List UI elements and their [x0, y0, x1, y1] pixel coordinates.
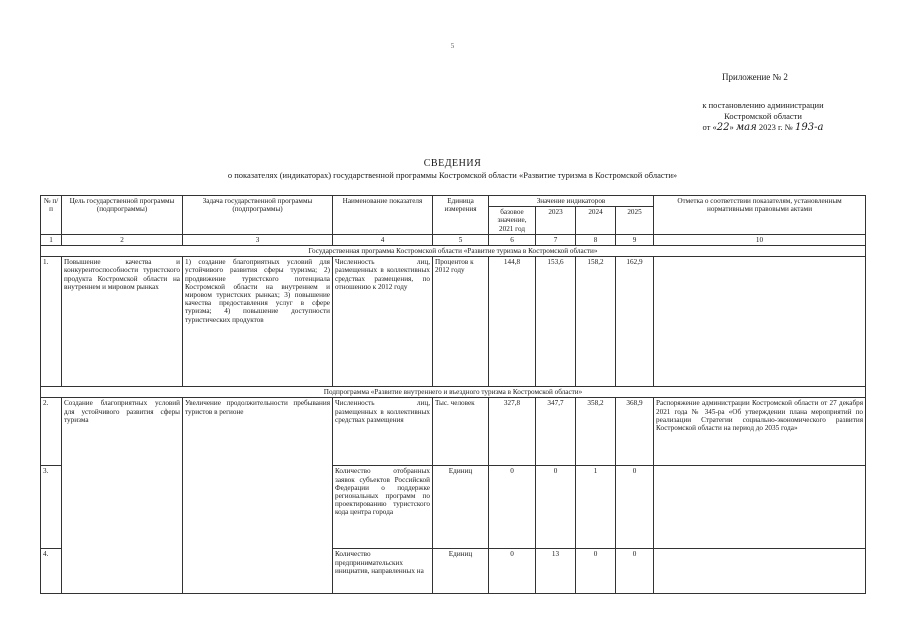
order-number: 193-а — [795, 122, 824, 133]
order-reference — [683, 100, 843, 133]
order-prefix: от « — [702, 122, 717, 132]
row-2023: 0 — [536, 466, 576, 549]
row-2024: 358,2 — [576, 398, 616, 466]
col-number: 2 — [62, 234, 183, 245]
appendix-label: Приложение № 2 — [722, 72, 788, 82]
document-subtitle: о показателях (индикаторах) государственной программы Костромской области «Развитие туризма в Костромской области» — [227, 170, 678, 180]
header-2023: 2023 — [536, 207, 576, 235]
col-number: 9 — [616, 234, 654, 245]
row-note — [654, 466, 866, 549]
table-row — [41, 398, 866, 466]
page-number: 5 — [450, 42, 455, 50]
row-2024: 1 — [576, 466, 616, 549]
col-number: 8 — [576, 234, 616, 245]
col-number: 5 — [433, 234, 489, 245]
row-num: 3. — [41, 466, 62, 549]
order-line2: Костромской области — [724, 111, 802, 121]
col-number: 7 — [536, 234, 576, 245]
header-row-1 — [41, 196, 866, 207]
col-number: 3 — [183, 234, 333, 245]
row-task: Увеличение продолжительности пребывания туристов в регионе — [183, 398, 333, 594]
row-2023: 153,6 — [536, 257, 576, 387]
section-title: Государственная программа Костромской области «Развитие туризма в Костромской области» — [41, 246, 866, 257]
row-2025: 162,9 — [616, 257, 654, 387]
order-line1: к постановлению администрации — [702, 100, 824, 110]
row-indicator: Численность лиц, размещенных в коллективных средствах размещения — [333, 398, 433, 466]
table-row — [41, 257, 866, 387]
row-note: Распоряжение администрации Костромской области от 27 декабря 2021 года № 345-ра «Об утверждении плана мероприятий по реализации Стратегии социально-экономического развития Костромской области на период до 2035 года» — [654, 398, 866, 466]
row-unit: Тыс. человек — [433, 398, 489, 466]
row-base: 327,8 — [489, 398, 536, 466]
header-goal: Цель государственной программы (подпрограммы) — [62, 196, 183, 235]
row-unit: Единиц — [433, 466, 489, 549]
row-2025: 0 — [616, 466, 654, 549]
row-base: 0 — [489, 466, 536, 549]
row-unit: Единиц — [433, 549, 489, 594]
document-title: СВЕДЕНИЯ — [423, 158, 482, 169]
col-number: 6 — [489, 234, 536, 245]
header-2025: 2025 — [616, 207, 654, 235]
row-2025: 368,9 — [616, 398, 654, 466]
row-base: 0 — [489, 549, 536, 594]
order-day: 22 — [716, 122, 730, 133]
row-note — [654, 257, 866, 387]
order-month: мая — [735, 122, 757, 133]
header-indicator: Наименование показателя — [333, 196, 433, 235]
section-row-subprogram — [41, 387, 866, 398]
row-goal: Создание благоприятных условий для устойчивого развития сферы туризма — [62, 398, 183, 594]
col-number: 10 — [654, 234, 866, 245]
row-num: 1. — [41, 257, 62, 387]
row-2024: 0 — [576, 549, 616, 594]
header-num: № п/п — [41, 196, 62, 235]
col-number: 4 — [333, 234, 433, 245]
header-values-group: Значение индикаторов — [489, 196, 654, 207]
header-unit: Единица измерения — [433, 196, 489, 235]
row-num: 4. — [41, 549, 62, 594]
row-note — [654, 549, 866, 594]
indicators-table — [40, 195, 866, 594]
header-base: базовое значение, 2021 год — [489, 207, 536, 235]
row-goal: Повышение качества и конкурентоспособности туристского продукта Костромской области на внутреннем и мировом рынках — [62, 257, 183, 387]
row-indicator: Количество предпринимательских инициатив, направленных на — [333, 549, 433, 594]
row-2023: 13 — [536, 549, 576, 594]
order-mid: » — [729, 122, 736, 132]
section-row-program — [41, 246, 866, 257]
row-indicator: Численность лиц, размещенных в коллективных средствах размещения, по отношению к 2012 году — [333, 257, 433, 387]
row-2024: 158,2 — [576, 257, 616, 387]
col-number: 1 — [41, 234, 62, 245]
row-task: 1) создание благоприятных условий для устойчивого развития сферы туризма; 2) продвижение туристского потенциала Костромской области на внутреннем и мировом туристских рынках; 3) повышение качества предоставления услуг в сфере туризма; 4) повышение доступности туристических продуктов — [183, 257, 333, 387]
row-indicator: Количество отобранных заявок субъектов Российской Федерации о поддержке региональных программ по проектированию туристского кода центра города — [333, 466, 433, 549]
row-num: 2. — [41, 398, 62, 466]
header-task: Задача государственной программы (подпрограммы) — [183, 196, 333, 235]
order-date-line — [683, 122, 843, 133]
header-note: Отметка о соответствии показателям, установленным нормативными правовыми актами — [654, 196, 866, 235]
header-2024: 2024 — [576, 207, 616, 235]
row-2023: 347,7 — [536, 398, 576, 466]
row-2025: 0 — [616, 549, 654, 594]
row-base: 144,8 — [489, 257, 536, 387]
section-title: Подпрограмма «Развитие внутреннего и въездного туризма в Костромской области» — [41, 387, 866, 398]
column-number-row — [41, 234, 866, 245]
order-year: 2023 г. № — [756, 122, 796, 132]
row-unit: Процентов к 2012 году — [433, 257, 489, 387]
